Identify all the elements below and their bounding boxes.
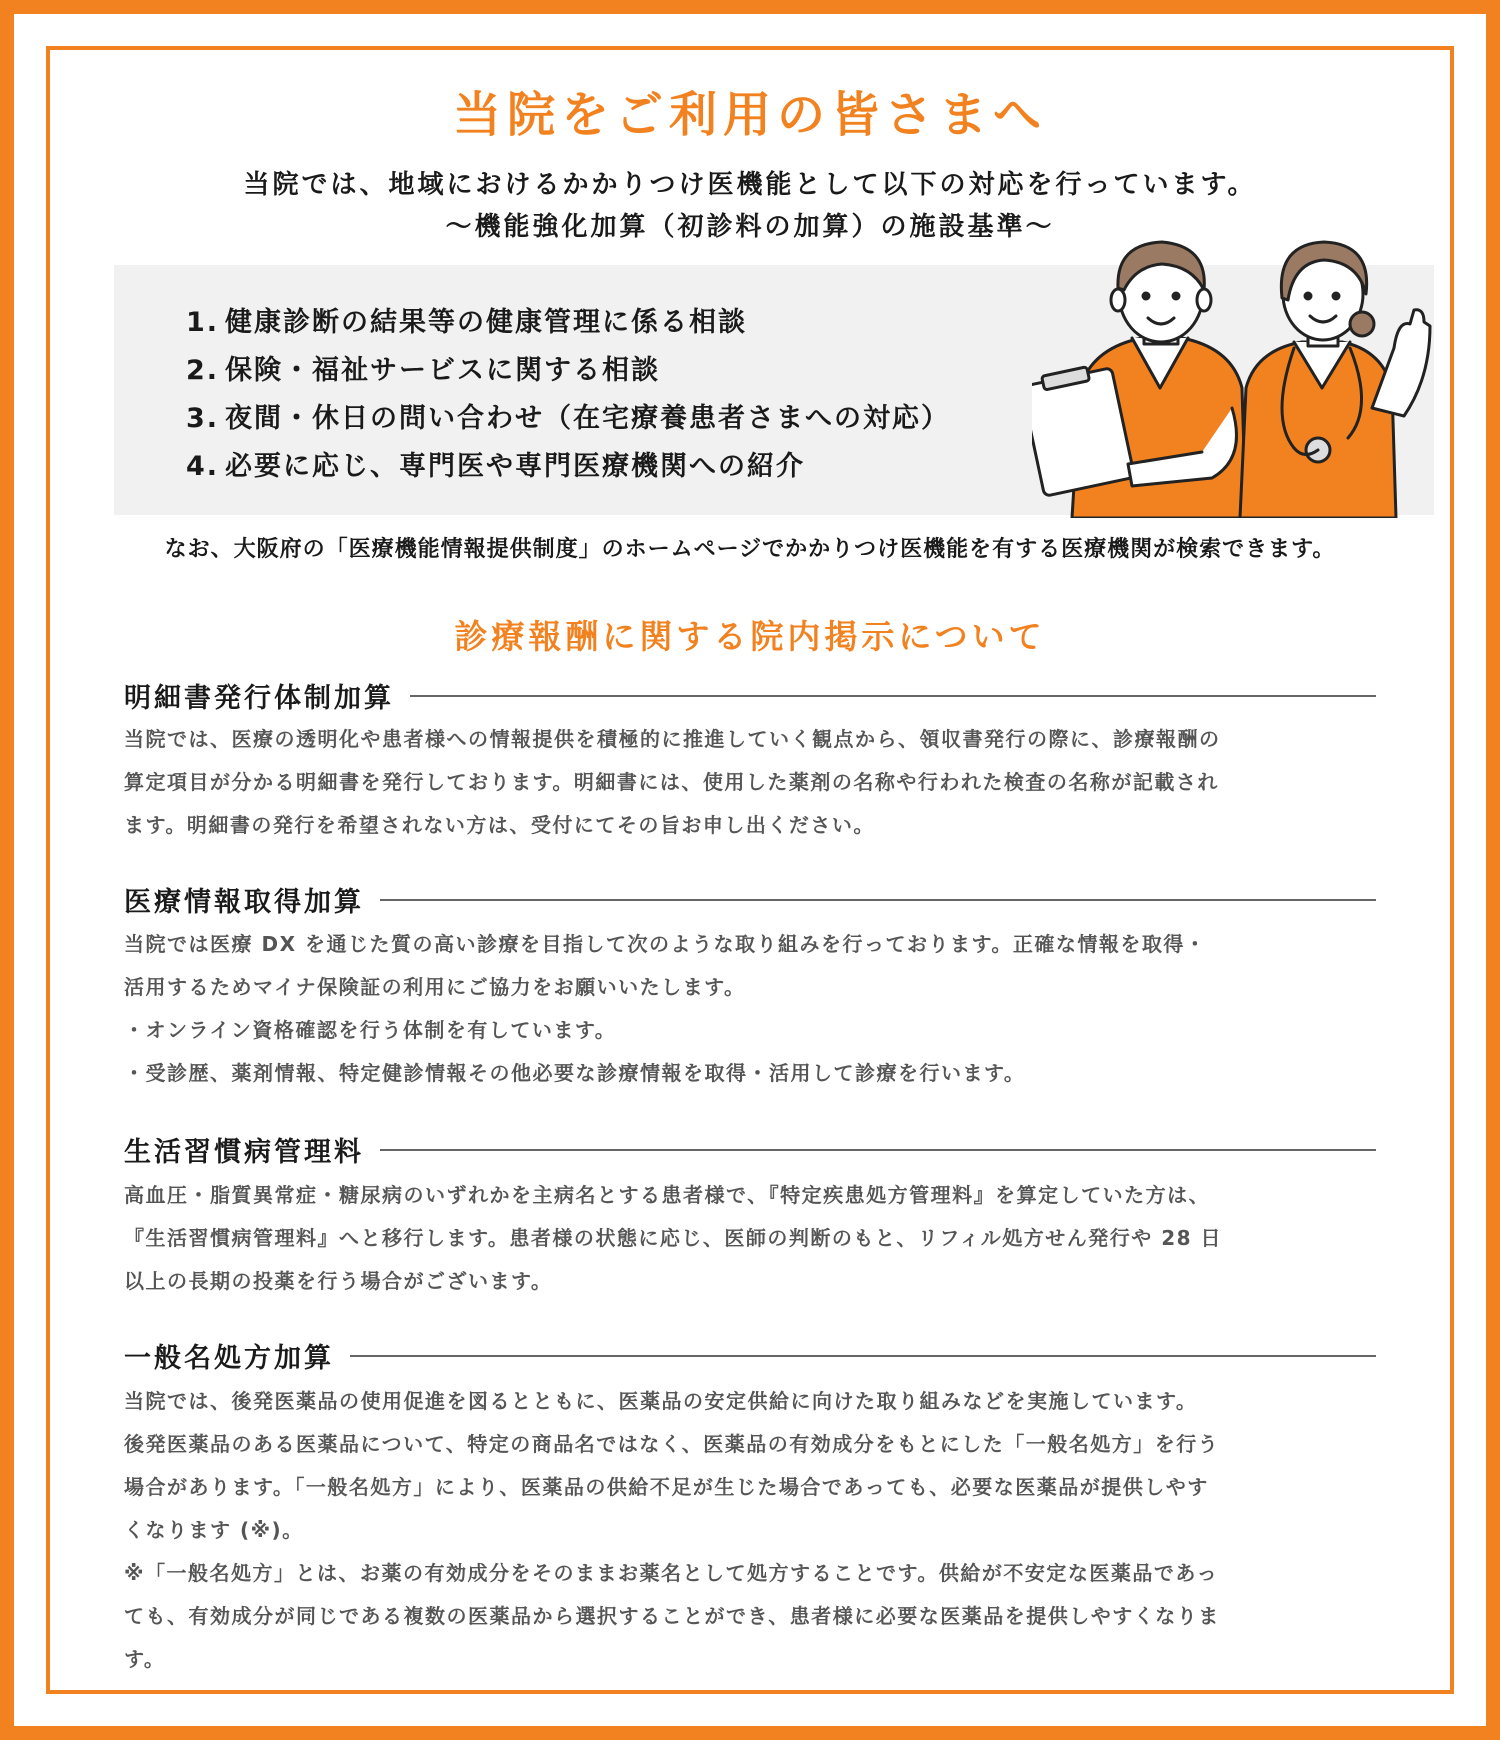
page-title: 当院をご利用の皆さまへ <box>452 87 1047 143</box>
notice-page <box>14 14 1486 1726</box>
body-line: す。 <box>124 1647 166 1671</box>
service-item-3 <box>186 396 950 435</box>
section-subtitle: 診療報酬に関する院内掲示について <box>454 617 1046 656</box>
service-text: 夜間・休日の問い合わせ（在宅療養患者さまへの対応） <box>225 403 951 434</box>
section-header <box>124 1130 1376 1169</box>
section-header <box>124 676 1376 715</box>
service-text: 健康診断の結果等の健康管理に係る相談 <box>225 307 748 338</box>
body-line: ます。明細書の発行を希望されない方は、受付にてその旨お申し出ください。 <box>124 813 875 837</box>
section-body <box>124 923 1414 1095</box>
section-body <box>124 1380 1414 1681</box>
body-line: 活用するためマイナ保険証の利用にご協力をお願いいたします。 <box>124 975 746 999</box>
service-number: 4. <box>186 451 220 482</box>
body-line: 当院では、後発医薬品の使用促進を図るとともに、医薬品の安定供給に向けた取り組みなどを実施しています。 <box>124 1389 1198 1413</box>
section-heading: 生活習慣病管理料 <box>124 1137 364 1168</box>
body-line: 場合があります。「一般名処方」により、医薬品の供給不足が生じた場合であっても、必要な医薬品が提供しやす <box>124 1475 1209 1499</box>
heading-rule <box>410 695 1376 697</box>
service-text: 保険・福祉サービスに関する相談 <box>225 355 661 386</box>
heading-rule <box>380 1149 1376 1151</box>
body-line: 算定項目が分かる明細書を発行しております。明細書には、使用した薬剤の名称や行われた検査の名称が記載され <box>124 770 1219 794</box>
search-note: なお、大阪府の「医療機能情報提供制度」のホームページでかかりつけ医機能を有する医療機関が検索できます。 <box>164 537 1336 562</box>
section-header <box>124 1336 1376 1375</box>
body-line: 当院では、医療の透明化や患者様への情報提供を積極的に推進していく観点から、領収書発行の際に、診療報酬の <box>124 727 1221 751</box>
section-heading: 明細書発行体制加算 <box>124 683 394 714</box>
heading-rule <box>350 1355 1376 1357</box>
lead-line-1: 当院では、地域におけるかかりつけ医機能として以下の対応を行っています。 <box>243 170 1257 200</box>
section-body <box>124 718 1414 847</box>
section-heading: 医療情報取得加算 <box>124 887 364 918</box>
service-text: 必要に応じ、専門医や専門医療機関への紹介 <box>225 451 806 482</box>
service-item-1 <box>186 300 747 339</box>
body-line: 以上の長期の投薬を行う場合がございます。 <box>124 1269 553 1293</box>
body-line: ・オンライン資格確認を行う体制を有しています。 <box>124 1018 617 1042</box>
body-line: ても、有効成分が同じである複数の医薬品から選択することができ、患者様に必要な医薬品を提供しやすくなりま <box>124 1604 1220 1628</box>
body-line: 高血圧・脂質異常症・糖尿病のいずれかを主病名とする患者様で、『特定疾患処方管理料』を算定していた方は、 <box>124 1183 1211 1207</box>
medical-staff-illustration <box>1032 238 1432 518</box>
body-line: ・受診歴、薬剤情報、特定健診情報その他必要な診療情報を取得・活用して診療を行います。 <box>124 1061 1026 1085</box>
section-body <box>124 1174 1414 1303</box>
service-number: 1. <box>186 307 220 338</box>
service-item-2 <box>186 348 660 387</box>
body-line: 『生活習慣病管理料』へと移行します。患者様の状態に応じ、医師の判断のもと、リフィル処方せん発行や 28 日 <box>124 1226 1223 1250</box>
section-header <box>124 880 1376 919</box>
body-line: 当院では医療 DX を通じた質の高い診療を目指して次のような取り組みを行っております。正確な情報を取得・ <box>124 932 1207 956</box>
service-number: 3. <box>186 403 220 434</box>
service-number: 2. <box>186 355 220 386</box>
body-line: 後発医薬品のある医薬品について、特定の商品名ではなく、医薬品の有効成分をもとにした「一般名処方」を行う <box>124 1432 1220 1456</box>
lead-line-2: 〜機能強化加算（初診料の加算）の施設基準〜 <box>445 212 1055 242</box>
body-line: くなります (※)。 <box>124 1518 304 1542</box>
body-line: ※「一般名処方」とは、お薬の有効成分をそのままお薬名として処方することです。供給が不安定な医薬品であっ <box>124 1561 1219 1585</box>
heading-rule <box>380 899 1376 901</box>
section-heading: 一般名処方加算 <box>124 1343 334 1374</box>
service-item-4 <box>186 444 805 483</box>
